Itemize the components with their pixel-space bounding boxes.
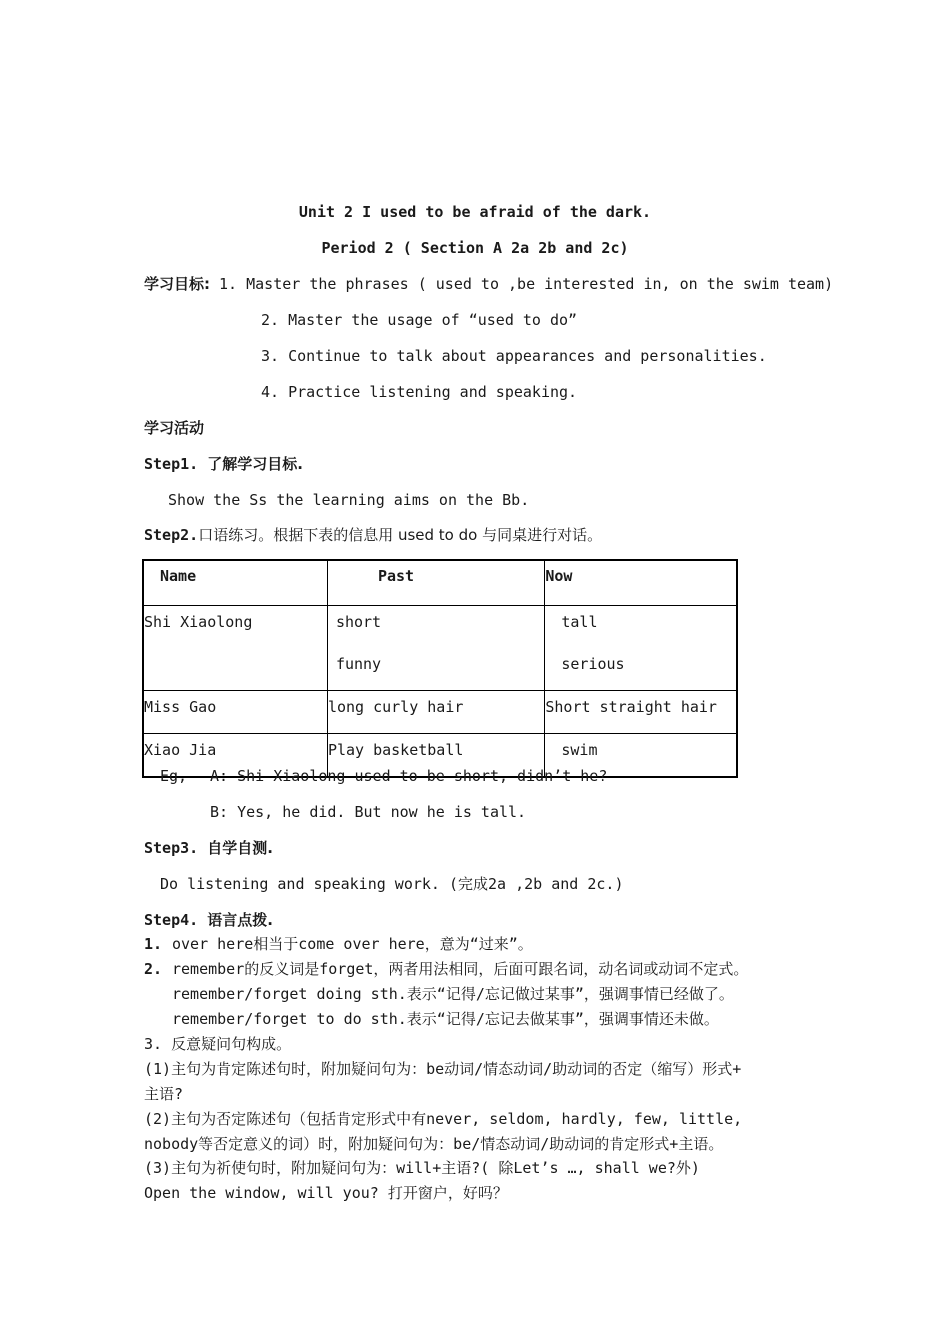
objective-item: 3. Continue to talk about appearances and personalities. [261, 347, 767, 365]
step3-body: Do listening and speaking work. (完成2a ,2b and 2c.) [160, 875, 624, 893]
point-number: 1. [144, 935, 163, 953]
table-cell-name: Shi Xiaolong [143, 606, 327, 691]
example-line-a: A: Shi Xiaolong used to be short, didn’t he? [210, 767, 608, 785]
step4-heading [144, 910, 273, 930]
objectives-line-1 [144, 274, 833, 294]
point-text: remember/forget to do sth.表示“记得/忘记去做某事”，强调事情还未做。 [172, 1010, 719, 1028]
point-text: over here相当于come over here，意为“过来”。 [172, 935, 533, 953]
table-row [143, 691, 737, 734]
point-text: remember/forget doing sth.表示“记得/忘记做过某事”，强调事情已经做了。 [172, 985, 734, 1003]
step-title: 自学自测. [207, 839, 273, 857]
point-text: remember的反义词是forget，两者用法相同，后面可跟名词，动名词或动词不定式。 [172, 960, 749, 978]
table-cell-past: Play basketball [327, 734, 544, 778]
table-cell-now: swim [545, 734, 737, 778]
objective-item: 4. Practice listening and speaking. [261, 383, 578, 401]
column-header-past: Past [327, 560, 544, 606]
step1-heading [144, 454, 303, 474]
info-table [142, 559, 738, 778]
rule-text: (2)主句为否定陈述句（包括肯定形式中有never, seldom, hardly, few, little, [144, 1110, 743, 1128]
rule-text: nobody等否定意义的词）时，附加疑问句为：be/情态动词/助动词的肯定形式+主语。 [144, 1135, 724, 1153]
step-title: 口语练习。根据下表的信息用 used to do 与同桌进行对话。 [198, 526, 603, 544]
step-label: Step3. [144, 839, 199, 857]
column-header-now: Now [545, 560, 737, 606]
table-cell-name: Miss Gao [143, 691, 327, 734]
page-subtitle: Period 2 ( Section A 2a 2b and 2c) [321, 239, 629, 257]
rule-text: 主语? [144, 1085, 184, 1103]
column-header-name: Name [143, 560, 327, 606]
step2-heading [144, 525, 602, 545]
table-cell-name: Xiao Jia [143, 734, 327, 778]
table-row [143, 606, 737, 691]
table-cell-now: tall serious [545, 606, 737, 691]
example-sentence: Open the window, will you? 打开窗户，好吗？ [144, 1184, 508, 1202]
table-header-row [143, 560, 737, 606]
objective-item: 2. Master the usage of “used to do” [261, 311, 578, 329]
step-title: 语言点拨. [207, 911, 273, 929]
step-label: Step2. [144, 526, 199, 544]
point-text: 3. 反意疑问句构成。 [144, 1035, 292, 1053]
rule-text: (1)主句为肯定陈述句时，附加疑问句为：be动词/情态动词/助动词的否定（缩写）形式+ [144, 1060, 742, 1078]
step1-body: Show the Ss the learning aims on the Bb. [168, 491, 530, 509]
rule-text: (3)主句为祈使句时，附加疑问句为：will+主语?( 除Let’s …, shall we?外) [144, 1159, 700, 1177]
objective-item: 1. Master the phrases ( used to ,be interested in, on the swim team) [219, 275, 834, 293]
step3-heading [144, 838, 273, 858]
table-cell-now: Short straight hair [545, 691, 737, 734]
example-line-b: B: Yes, he did. But now he is tall. [210, 803, 527, 821]
table-cell-past: long curly hair [327, 691, 544, 734]
example-prefix: Eg, [160, 767, 188, 785]
table-cell-past: short funny [327, 606, 544, 691]
step-label: Step1. [144, 455, 199, 473]
step-label: Step4. [144, 911, 199, 929]
point-number: 2. [144, 960, 163, 978]
activities-heading: 学习活动 [144, 419, 205, 437]
page-title: Unit 2 I used to be afraid of the dark. [298, 203, 652, 221]
step-title: 了解学习目标. [207, 455, 303, 473]
objectives-label: 学习目标: [144, 275, 210, 293]
